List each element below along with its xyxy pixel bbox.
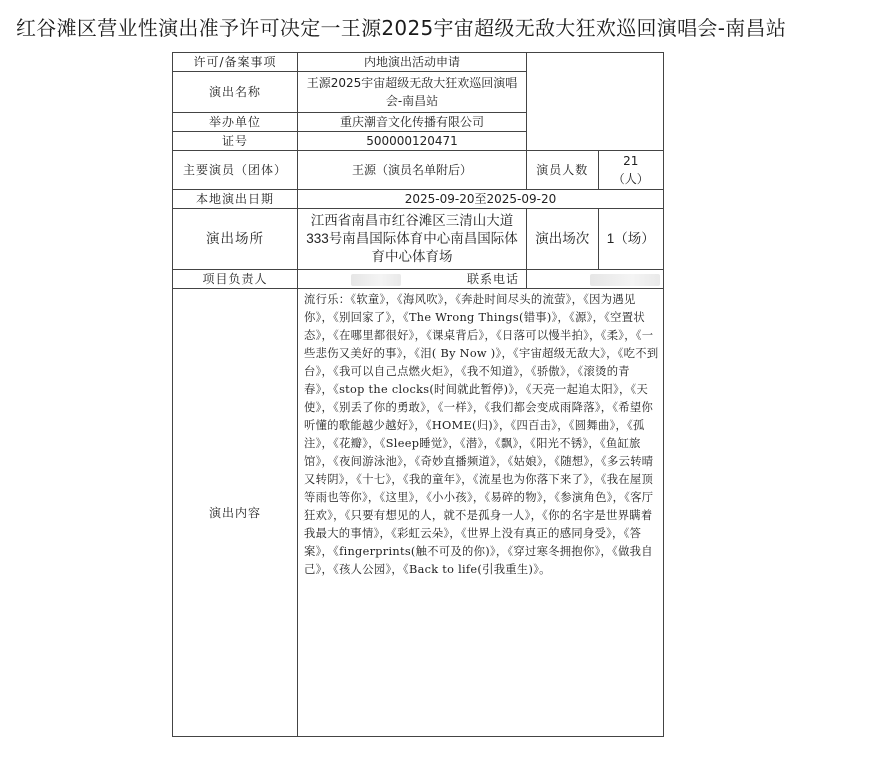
venue-label: 演出场所: [173, 209, 298, 270]
project-lead-label: 项目负责人: [173, 270, 298, 289]
project-lead-value: [298, 270, 527, 289]
redacted-name: [351, 274, 401, 286]
table-row: [173, 151, 664, 190]
show-name-label: 演出名称: [173, 72, 298, 113]
sessions-label: 演出场次: [527, 209, 599, 270]
main-performer-value: 王源（演员名单附后）: [298, 151, 527, 190]
show-name-value: 王源2025宇宙超级无敌大狂欢巡回演唱会-南昌站: [298, 72, 527, 113]
date-value: 2025-09-20至2025-09-20: [298, 190, 664, 209]
sessions-value: 1（场）: [598, 209, 663, 270]
venue-value: 江西省南昌市红谷滩区三清山大道333号南昌国际体育中心南昌国际体育中心体育场: [298, 209, 527, 270]
organizer-value: 重庆潮音文化传播有限公司: [298, 113, 527, 132]
table-row: [173, 270, 664, 289]
cert-no-label: 证号: [173, 132, 298, 151]
permit-table: [172, 52, 664, 737]
redacted-phone: [590, 274, 660, 286]
contact-phone-value: [527, 270, 664, 289]
table-row: [173, 209, 664, 270]
organizer-label: 举办单位: [173, 113, 298, 132]
table-row: [173, 190, 664, 209]
performer-count-label: 演员人数: [527, 151, 599, 190]
performer-count-value: 21（人）: [598, 151, 663, 190]
permit-value: 内地演出活动申请: [298, 53, 527, 72]
permit-label: 许可/备案事项: [173, 53, 298, 72]
table-row: [173, 289, 664, 737]
contact-phone-label: 联系电话: [466, 272, 519, 286]
page-title: 红谷滩区营业性演出准予许可决定一王源2025宇宙超级无敌大狂欢巡回演唱会-南昌站: [16, 16, 787, 40]
main-performer-label: 主要演员（团体）: [173, 151, 298, 190]
content-label: 演出内容: [173, 289, 298, 737]
cert-no-value: 500000120471: [298, 132, 527, 151]
blank-cell: [527, 53, 664, 151]
content-value: 流行乐：《软童》，《海风吹》，《奔赴时间尽头的流萤》，《因为遇见你》，《别回家了》，《The Wrong Things(错事)》，《源》，《空置状态》，《在哪里都很好》，《课桌背后》，《日落可以慢半拍》，《柔》，《一些悲伤又美好的事》，《泪( By Now )》，《宇宙超级无敌大》，《吃不到台》，《我可以自己点燃火炬》，《我不知道》，《骄傲》，《滚烫的青春》，《stop the clocks(时间就此暂停)》，《天亮一起追太阳》，《天使》，《别丢了你的勇敢》，《一样》，《我们都会变成雨降落》，《希望你听懂的歌能越少越好》，《HOME(归)》，《四百击》，《圆舞曲》，《孤注》，《花瓣》，《Sleep睡觉》，《潜》，《飘》，《阳光不锈》，《鱼缸旅馆》，《夜间游泳池》，《奇妙直播频道》，《姑娘》，《随想》，《多云转晴又转阴》，《十七》，《我的童年》，《流星也为你落下来了》，《我在屋顶等雨也等你》，《这里》，《小小孩》，《易碎的物》，《参演角色》，《客厅狂欢》，《只要有想见的人，就不是孤身一人》，《你的名字是世界瞒着我最大的事情》，《彩虹云朵》，《世界上没有真正的感同身受》，《答案》，《fingerprints(触不可及的你)》，《穿过寒冬拥抱你》，《做我自己》，《孩人公园》，《Back to life(引我重生)》。: [298, 289, 664, 737]
date-label: 本地演出日期: [173, 190, 298, 209]
table-row: [173, 53, 664, 72]
